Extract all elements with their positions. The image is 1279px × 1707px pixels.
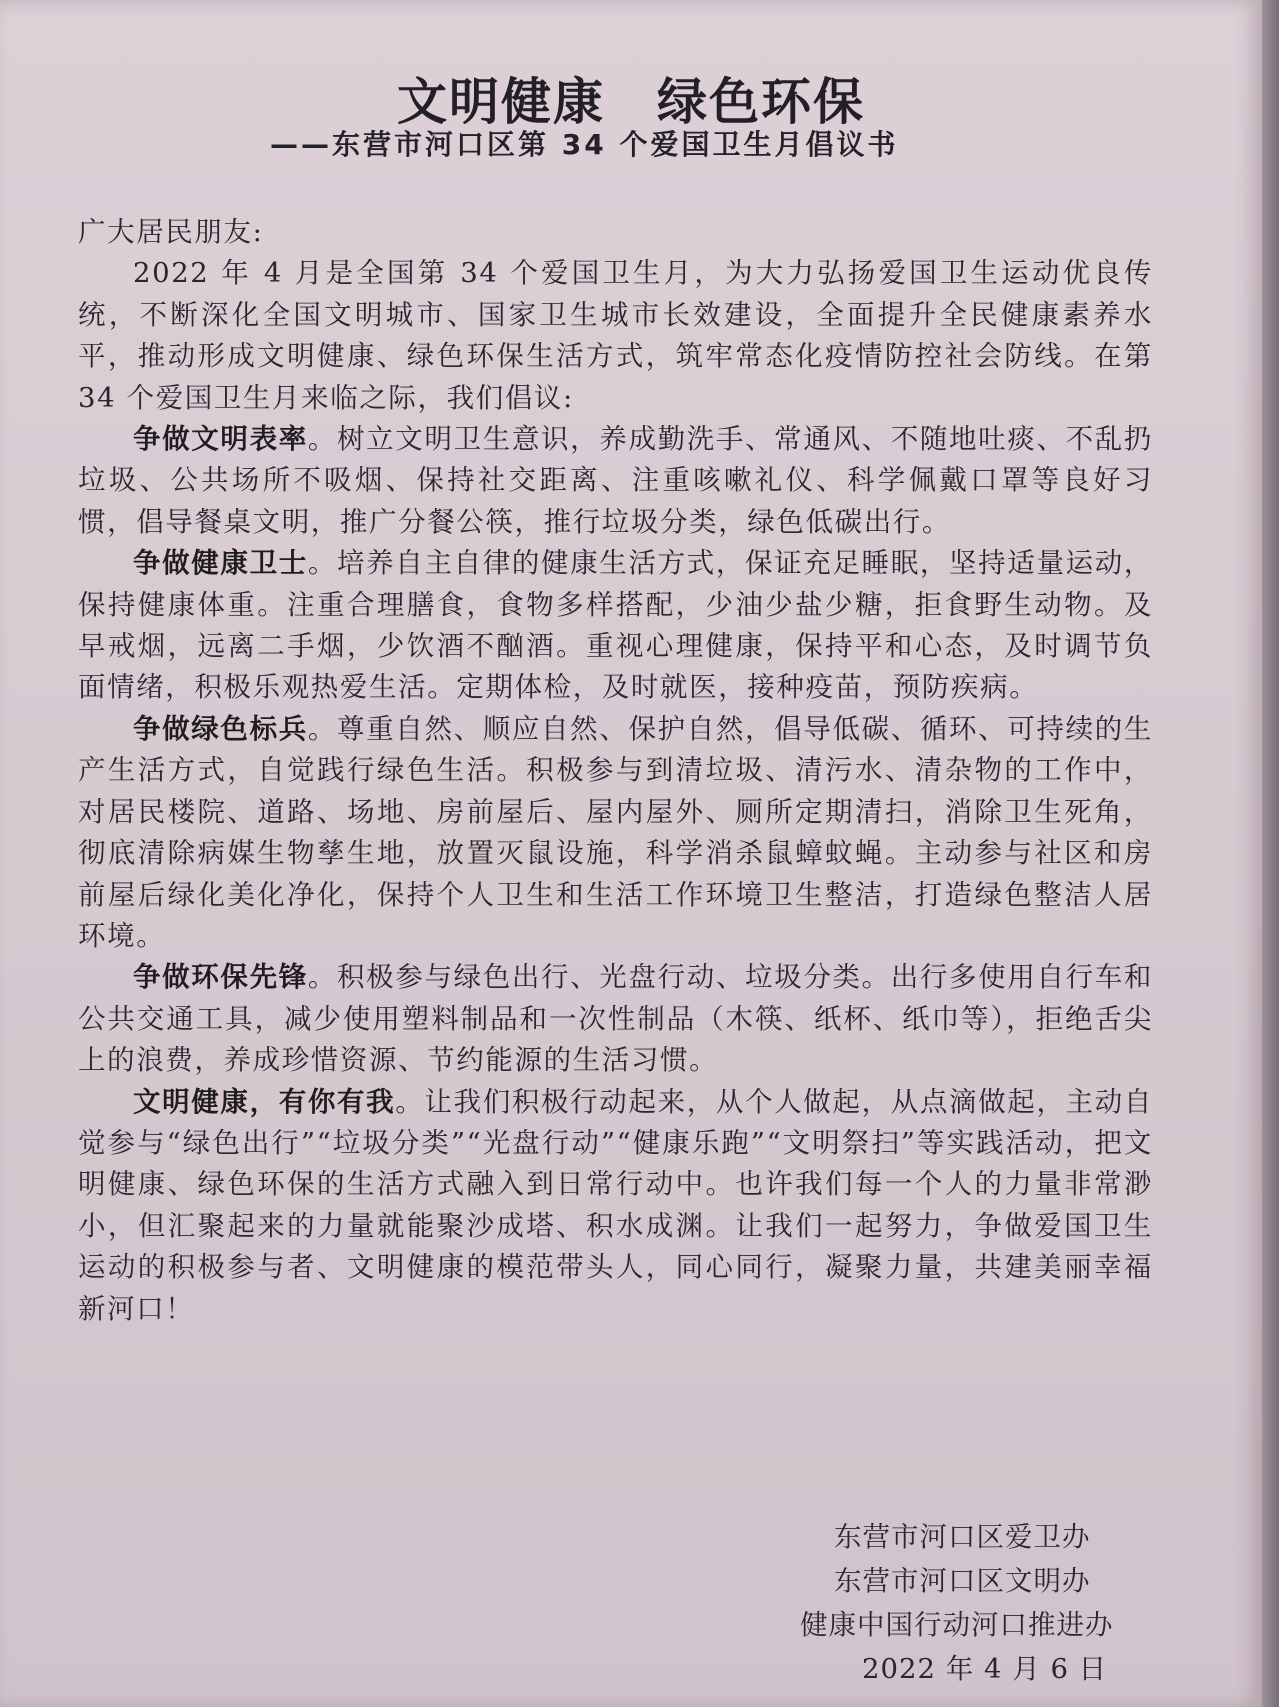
section-lead: 文明健康，有你有我 [133, 1085, 396, 1118]
salutation: 广大居民朋友: [78, 216, 264, 248]
section-text: 。培养自主自律的健康生活方式，保证充足睡眠，坚持适量运动，保持健康体重。注重合理膳食，食物多样搭配，少油少盐少糖，拒食野生动物。及早戒烟，远离二手烟，少饮酒不酗酒。重视心理健康，保持平和心态，及时调节负面情绪，积极乐观热爱生活。定期体检，及时就医，接种疫苗，预防疾病。 [78, 547, 1153, 704]
signature-block [790, 1515, 1150, 1691]
document-body [78, 212, 1153, 1330]
section-text: 。树立文明卫生意识，养成勤洗手、常通风、不随地吐痰、不乱扔垃圾、公共场所不吸烟、保持社交距离、注重咳嗽礼仪、科学佩戴口罩等良好习惯，倡导餐桌文明，推广分餐公筷，推行垃圾分类，绿色低碳出行。 [78, 423, 1153, 538]
document-title: 文明健康 绿色环保 [397, 72, 865, 131]
background-edge [1262, 0, 1279, 1707]
section-lead: 争做健康卫士 [133, 547, 308, 580]
section-paragraph [78, 419, 1153, 543]
section-paragraph [78, 1082, 1153, 1330]
intro-paragraph: 2022 年 4 月是全国第 34 个爱国卫生月，为大力弘扬爱国卫生运动优良传统，不断深化全国文明城市、国家卫生城市长效建设，全面提升全民健康素养水平，推动形成文明健康、绿色环保生活方式，筑牢常态化疫情防控社会防线。在第 34 个爱国卫生月来临之际，我们倡议: [78, 257, 1153, 414]
signatory: 东营市河口区文明办 [834, 1565, 1091, 1597]
section-text: 。积极参与绿色出行、光盘行动、垃圾分类。出行多使用自行车和公共交通工具，减少使用塑料制品和一次性制品（木筷、纸杯、纸巾等），拒绝舌尖上的浪费，养成珍惜资源、节约能源的生活习惯。 [78, 961, 1153, 1077]
section-lead: 争做绿色标兵 [133, 712, 308, 745]
section-lead: 争做文明表率 [133, 423, 308, 456]
signature-date: 2022 年 4 月 6 日 [862, 1653, 1108, 1685]
signatory: 东营市河口区爱卫办 [834, 1521, 1091, 1553]
section-lead: 争做环保先锋 [133, 961, 308, 994]
section-paragraph [78, 543, 1153, 709]
section-paragraph [78, 709, 1153, 957]
signatory: 健康中国行动河口推进办 [800, 1609, 1114, 1641]
document-subtitle: ——东营市河口区第 34 个爱国卫生月倡议书 [270, 128, 899, 161]
section-text: 。让我们积极行动起来，从个人做起，从点滴做起，主动自觉参与“绿色出行”“垃圾分类”“光盘行动”“健康乐跑”“文明祭扫”等实践活动，把文明健康、绿色环保的生活方式融入到日常行动中。也许我们每一个人的力量非常渺小，但汇聚起来的力量就能聚沙成塔、积水成渊。让我们一起努力，争做爱国卫生运动的积极参与者、文明健康的模范带头人，同心同行，凝聚力量，共建美丽幸福新河口！ [78, 1085, 1153, 1325]
section-text: 。尊重自然、顺应自然、保护自然，倡导低碳、循环、可持续的生产生活方式，自觉践行绿色生活。积极参与到清垃圾、清污水、清杂物的工作中，对居民楼院、道路、场地、房前屋后、屋内屋外、厕所定期清扫，消除卫生死角，彻底清除病媒生物孳生地，放置灭鼠设施，科学消杀鼠蟑蚊蝇。主动参与社区和房前屋后绿化美化净化，保持个人卫生和生活工作环境卫生整洁，打造绿色整洁人居环境。 [78, 712, 1153, 952]
section-paragraph [78, 957, 1153, 1081]
